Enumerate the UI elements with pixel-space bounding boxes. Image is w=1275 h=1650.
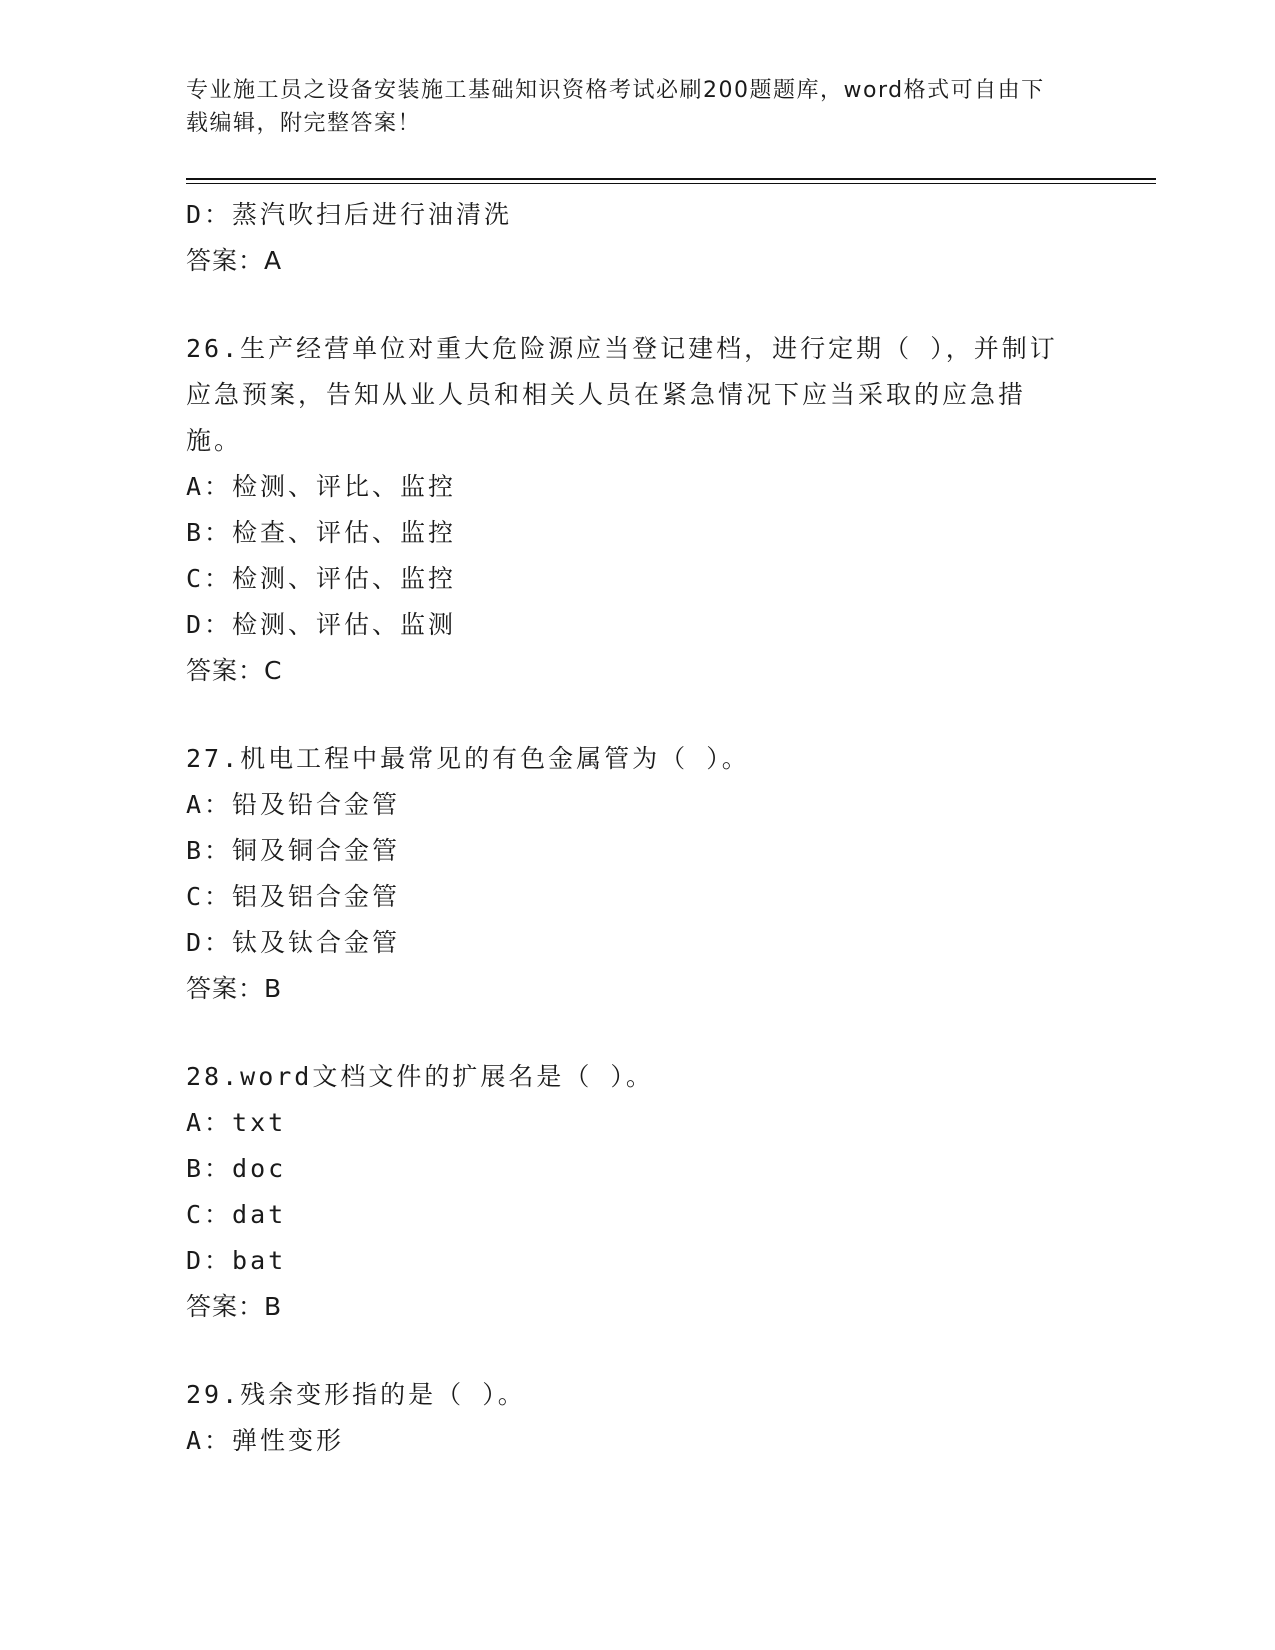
question-list: [186, 192, 1066, 1464]
option-d: D：bat: [186, 1246, 287, 1275]
option-c: C：dat: [186, 1200, 287, 1229]
option-a: A：检测、评比、监控: [186, 472, 457, 501]
option-a: A：铅及铅合金管: [186, 790, 401, 819]
option-b: B：铜及铜合金管: [186, 836, 401, 865]
question-text: 29.残余变形指的是（ ）。: [186, 1380, 526, 1409]
option-a: A：txt: [186, 1108, 287, 1137]
question-29: [186, 1372, 1066, 1464]
answer: 答案：B: [186, 974, 283, 1003]
option-b: B：doc: [186, 1154, 287, 1183]
option-d: D：检测、评估、监测: [186, 610, 457, 639]
question-text: 27.机电工程中最常见的有色金属管为（ ）。: [186, 744, 750, 773]
question-26: [186, 326, 1066, 694]
question-text: 28.word文档文件的扩展名是（ ）。: [186, 1062, 654, 1091]
question-28: [186, 1054, 1066, 1330]
question-27: [186, 736, 1066, 1012]
question-text: 26.生产经营单位对重大危险源应当登记建档，进行定期（ ），并制订应急预案，告知从业人员和相关人员在紧急情况下应当采取的应急措施。: [186, 334, 1058, 455]
header-rule-thick: [186, 178, 1156, 180]
option-c: C：铝及铝合金管: [186, 882, 401, 911]
option-d: D：钛及钛合金管: [186, 928, 401, 957]
answer: 答案：B: [186, 1292, 283, 1321]
answer: 答案：C: [186, 656, 283, 685]
option-c: C：检测、评估、监控: [186, 564, 457, 593]
option-b: B：检查、评估、监控: [186, 518, 457, 547]
prev-question-answer: 答案：A: [186, 246, 283, 275]
header-rule-thin: [186, 183, 1156, 184]
prev-question-option-d: D：蒸汽吹扫后进行油清洗: [186, 200, 513, 229]
option-a: A：弹性变形: [186, 1426, 345, 1455]
document-header: 专业施工员之设备安装施工基础知识资格考试必刷200题题库，word格式可自由下载编辑，附完整答案！: [186, 78, 1045, 136]
